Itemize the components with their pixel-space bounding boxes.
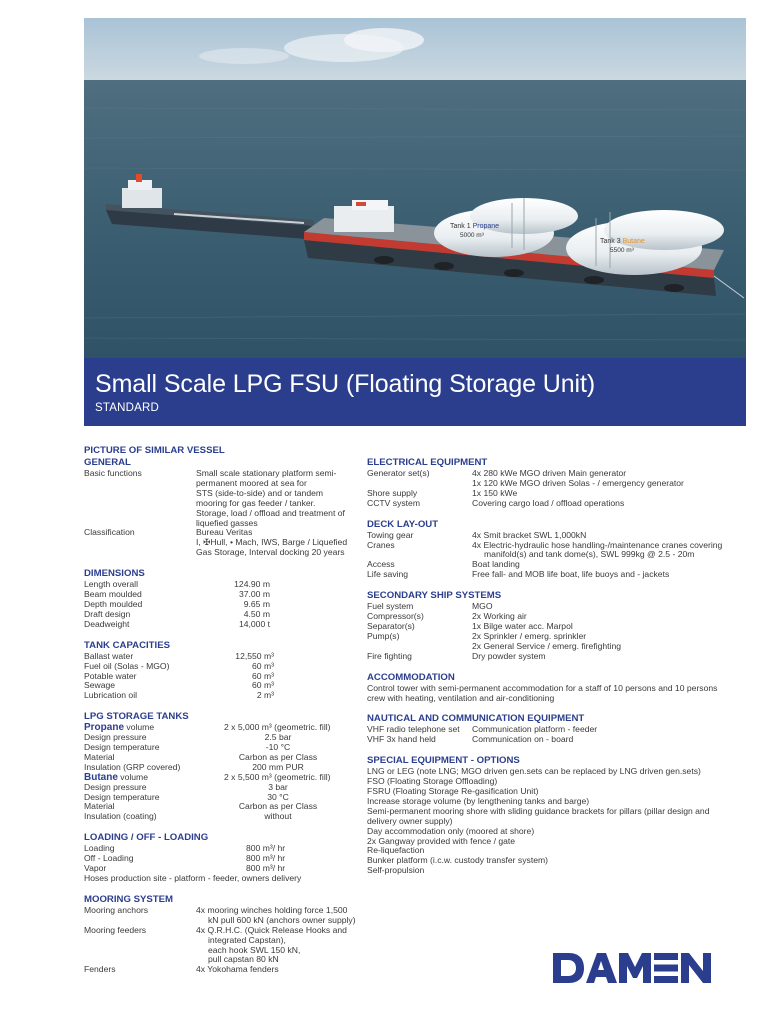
vessel-rendering	[84, 18, 746, 358]
tank-capacities-heading: TANK CAPACITIES	[84, 639, 170, 651]
svg-text:Tank 3 Butane: Tank 3 Butane	[600, 238, 645, 245]
special-options-list	[367, 767, 747, 876]
dimension-row: Draft design 4.50 m	[84, 608, 270, 619]
capacity-row: Sewage 60 m³	[84, 680, 274, 691]
loading-row: Vapor 800 m³/ hr	[84, 863, 286, 874]
basic-functions-row	[84, 469, 359, 528]
dimension-row: Deadweight 14,000 t	[84, 618, 270, 629]
tank-capacities-list	[84, 652, 359, 702]
right-column	[367, 457, 747, 876]
fire-fighting-row: Fire fighting Dry powder system	[367, 650, 546, 661]
propane-volume-row: Propane volume 2 x 5,000 m³ (geometric. fill)	[84, 722, 331, 734]
list-item: Day accommodation only (moored at shore)	[367, 825, 535, 836]
title-banner	[84, 358, 746, 426]
secondary-heading: SECONDARY SHIP SYSTEMS	[367, 590, 502, 602]
list-item: Bunker platform (i.c.w. custody transfer system)	[367, 855, 549, 866]
damen-logo	[553, 950, 721, 986]
row-label: Basic functions	[84, 468, 142, 478]
dimensions-heading: DIMENSIONS	[84, 568, 145, 580]
dimension-row: Beam moulded 37.00 m	[84, 589, 270, 600]
cranes-row: Cranes 4x Electric-hydraulic hose handling-/maintenance cranes covering manifold(s) and tank dome(s), SWL 999kg @ 2.5 - 20m	[367, 539, 723, 560]
list-item: delivery owner supply)	[367, 815, 453, 826]
butane-label: Butane	[84, 771, 118, 783]
capacity-row: Potable water 60 m³	[84, 670, 274, 681]
towing-row: Towing gear 4x Smit bracket SWL 1,000kN	[367, 529, 587, 540]
page-title: Small Scale LPG FSU (Floating Storage Unit)	[95, 370, 596, 398]
capacity-row: Ballast water 12,550 m³	[84, 650, 274, 661]
list-item: 2x Gangway provided with fence / gate	[367, 835, 516, 846]
classification-row	[84, 528, 359, 558]
dimension-row: Length overall 124.90 m	[84, 579, 270, 590]
pump-row: Pump(s) 2x Sprinkler / emerg. sprinkler 2x General Service / emerg. firefighting	[367, 630, 622, 651]
svg-text:Tank 1 Propane: Tank 1 Propane	[450, 223, 500, 230]
list-item: FSO (Floating Storage Offloading)	[367, 776, 498, 787]
shore-supply-row: Shore supply 1x 150 kWe	[367, 487, 518, 498]
loading-heading: LOADING / OFF - LOADING	[84, 832, 209, 844]
generator-row: Generator set(s) 4x 280 kWe MGO driven Main generator 1x 120 kWe MGO driven Solas - / emergency generator	[367, 468, 684, 488]
list-item: LNG or LEG (note LNG; MGO driven gen.sets can be replaced by LNG driven gen.sets)	[367, 766, 701, 777]
life-saving-row: Life saving Free fall- and MOB life boat, life buoys and - jackets	[367, 569, 670, 580]
mooring-heading: MOORING SYSTEM	[84, 893, 174, 905]
vhf-handheld-row: VHF 3x hand held Communication on - board	[367, 734, 574, 745]
capacity-row: Lubrication oil 2 m³	[84, 690, 274, 701]
lpg-row: Design temperature 30 °C	[84, 791, 289, 802]
page-subtitle: STANDARD	[95, 402, 160, 414]
mooring-anchors-row: Mooring anchors 4x mooring winches holding force 1,500 kN pull 600 kN (anchors owner supply)	[84, 904, 356, 925]
compressor-row: Compressor(s) 2x Working air	[367, 611, 527, 622]
general-heading: GENERAL	[84, 457, 131, 468]
loading-row: Loading 800 m³/ hr	[84, 843, 286, 854]
propane-label: Propane	[84, 722, 125, 734]
lpg-row: Insulation (coating) without	[84, 811, 292, 822]
list-item: FSRU (Floating Storage Re-gasification Unit)	[367, 786, 539, 797]
svg-text:5500 m³: 5500 m³	[610, 247, 634, 254]
butane-volume-row: Butane volume 2 x 5,500 m³ (geometric. fill)	[84, 771, 331, 783]
row-value: Bureau Veritas I, ✠Hull, • Mach, IWS, Barge / Liquefied Gas Storage, Interval docking 20 years	[196, 527, 348, 558]
electrical-heading: ELECTRICAL EQUIPMENT	[367, 457, 488, 468]
dimensions-list	[84, 580, 359, 630]
nautical-heading: NAUTICAL AND COMMUNICATION EQUIPMENT	[367, 713, 585, 725]
picture-heading: PICTURE OF SIMILAR VESSEL	[84, 445, 225, 456]
access-row: Access Boat landing	[367, 559, 520, 570]
lpg-heading: LPG STORAGE TANKS	[84, 711, 189, 723]
fenders-row: Fenders 4x Yokohama fenders	[84, 964, 279, 975]
lpg-row: Insulation (GRP covered) 200 mm PUR	[84, 761, 304, 772]
fuel-row: Fuel system MGO	[367, 601, 493, 612]
list-item: Increase storage volume (by lengthening tanks and barge)	[367, 795, 590, 806]
svg-text:5000 m³: 5000 m³	[460, 232, 484, 239]
lpg-row: Design pressure 3 bar	[84, 781, 288, 792]
left-column	[84, 445, 359, 975]
separator-row: Separator(s) 1x Bilge water acc. Marpol	[367, 620, 573, 631]
lpg-row: Design pressure 2.5 bar	[84, 732, 292, 743]
list-item: Re-liquefaction	[367, 845, 425, 856]
vhf-radio-row: VHF radio telephone set Communication platform - feeder	[367, 724, 598, 735]
accommodation-heading: ACCOMMODATION	[367, 671, 455, 683]
mooring-feeders-row: Mooring feeders 4x Q.R.H.C. (Quick Release Hooks and integrated Capstan), each hook SWL 150 kN, pull capstan 80 kN	[84, 924, 347, 965]
lpg-row: Design temperature -10 °C	[84, 742, 291, 753]
row-value: Small scale stationary platform semi- permanent moored at sea for STS (side-to-side) and or tandem mooring for gas feeder / tanker. Storage, load / offload and treatment of liquefied gasses	[196, 468, 345, 528]
list-item: Self-propulsion	[367, 865, 425, 876]
special-heading: SPECIAL EQUIPMENT - OPTIONS	[367, 755, 520, 767]
accommodation-text: Control tower with semi-permanent accommodation for a staff of 10 persons and 10 persons crew with heating, ventilation and air-conditioning	[367, 682, 718, 703]
list-item: Semi-permanent mooring shore with sliding guidance brackets for pillars (pillar design and	[367, 805, 710, 816]
cctv-row: CCTV system Covering cargo load / offload operations	[367, 497, 625, 508]
loading-row: Off - Loading 800 m³/ hr	[84, 853, 286, 864]
lpg-row: Material Carbon as per Class	[84, 801, 318, 812]
deck-heading: DECK LAY-OUT	[367, 518, 439, 530]
loading-note: Hoses production site - platform - feeder, owners delivery	[84, 873, 302, 883]
dimension-row: Depth moulded 9.65 m	[84, 598, 270, 609]
lpg-row: Material Carbon as per Class	[84, 751, 318, 762]
capacity-row: Fuel oil (Solas - MGO) 60 m³	[84, 660, 274, 671]
row-label: Classification	[84, 527, 135, 538]
